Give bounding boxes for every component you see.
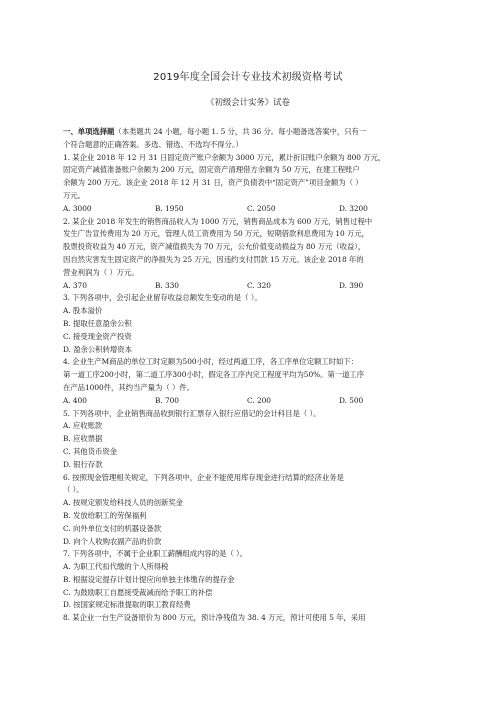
option-d: D. 500 — [339, 395, 364, 405]
option-b: B. 根据设定提存计划计提应向单独主体缴存的提存金 — [63, 574, 235, 584]
question-5 — [63, 408, 438, 472]
option-d: D. 向个人收购农副产品的价款 — [63, 536, 162, 546]
option-b: B. 应收票据 — [63, 434, 103, 444]
question-stem-line: 万元。 — [63, 190, 86, 200]
question-stem-line: （ ）。 — [63, 485, 84, 495]
option-d: D. 银行存款 — [63, 459, 103, 469]
option-a: A. 股本溢价 — [63, 306, 103, 316]
section-instructions-cont: 个符合题意的正确答案。多选、错选、不选均不得分。） — [63, 139, 243, 149]
option-c: C. 其他货币资金 — [63, 446, 117, 456]
exam-body — [63, 126, 438, 625]
option-b: B. 1950 — [155, 203, 184, 213]
question-4 — [63, 356, 438, 407]
question-8 — [63, 612, 438, 625]
question-stem-line: 8. 某企业一台生产设备原价为 800 万元，预计净残值为 38. 4 万元，预计可使用 5 年，采用 — [63, 613, 366, 623]
option-c: C. 接受现金资产投资 — [63, 331, 132, 341]
question-6 — [63, 472, 438, 549]
question-stem-line: 发生广告宣传费用为 20 万元，管理人员工资费用为 50 万元，短期借款利息费用为 10 万元， — [63, 229, 369, 239]
options-row — [63, 280, 438, 293]
option-c: C. 向外单位支付的机器设备款 — [63, 523, 162, 533]
question-stem-line: 4. 企业生产M商品的单位工时定额为500小时，经过两道工序，各工序单位定额工时如下： — [63, 357, 358, 367]
page-subtitle: 《初级会计实务》试卷 — [206, 97, 290, 107]
section-heading: 一、单项选择题 — [63, 127, 115, 136]
option-a: A. 400 — [63, 395, 87, 405]
option-a: A. 为职工代扣代缴的个人所得税 — [63, 562, 169, 572]
question-stem-line: 1. 某企业 2018 年 12 月 31 日固定资产账户余额为 3000 万元，累计折旧账户余额为 800 万元， — [63, 152, 386, 162]
option-a: A. 按规定颁发给科技人员的创新奖金 — [63, 498, 183, 508]
question-stem-line: 第一道工序200小时，第二道工序300小时，假定各工序内完工程度平均为50%。第一道工序 — [63, 370, 365, 380]
option-a: A. 370 — [63, 280, 87, 290]
question-stem-line: 6. 按照现金管理相关规定，下列各项中，企业不能使用库存现金进行结算的经济业务是 — [63, 472, 344, 482]
section-heading-line — [63, 126, 438, 139]
question-stem-line: 3. 下列各项中，会引起企业留存收益总额发生变动的是（ ）。 — [63, 293, 262, 303]
option-b: B. 330 — [155, 280, 179, 290]
question-stem-line: 固定资产减值准备账户余额为 200 万元，固定资产清理借方余额为 50 万元，在建工程账户 — [63, 165, 360, 175]
option-a: A. 3000 — [63, 203, 92, 213]
question-stem-line: 5. 下列各项中，企业销售商品收到银行汇票存入银行应借记的会计科目是（ ）。 — [63, 408, 321, 418]
question-2 — [63, 216, 438, 293]
page-title: 2019年度全国会计专业技术初级资格考试 — [153, 72, 343, 83]
option-b: B. 700 — [155, 395, 179, 405]
option-d: D. 按国家规定标准提取的职工教育经费 — [63, 600, 191, 610]
option-c: C. 2050 — [247, 203, 276, 213]
question-1 — [63, 152, 438, 216]
option-d: D. 390 — [339, 280, 364, 290]
question-stem-line: 因自然灾害发生固定资产的净损失为 25 万元，因违约支付罚款 15 万元。该企业 2018 年的 — [63, 254, 364, 264]
options-row — [63, 395, 438, 408]
question-7 — [63, 548, 438, 612]
option-b: B. 发放给职工的劳保福利 — [63, 510, 147, 520]
option-c: C. 320 — [247, 280, 271, 290]
question-stem-line: 2. 某企业 2018 年发生的销售商品收入为 1000 万元，销售商品成本为 600 万元，销售过程中 — [63, 216, 373, 226]
option-d: D. 盈余公积转增资本 — [63, 344, 132, 354]
question-stem-line: 营业利润为（ ）万元。 — [63, 267, 139, 277]
question-stem-line: 在产品1000件，其约当产量为（ ）件。 — [63, 382, 195, 392]
options-row — [63, 203, 438, 216]
question-stem-line: 股票投资收益为 40 万元，资产减值损失为 70 万元，公允价值变动损益为 80 万元（收益）， — [63, 242, 366, 252]
section-instructions: （本类题共 24 小题，每小题 1. 5 分，共 36 分。每小题备选答案中，只有一 — [114, 127, 367, 136]
question-stem-line: 7. 下列各项中，不属于企业职工薪酬组成内容的是（ ）。 — [63, 549, 248, 559]
question-stem-line: 余额为 200 万元。该企业 2018 年 12 月 31 日，资产负债表中“固定资产”项目金额为（ ） — [63, 178, 363, 188]
option-b: B. 提取任意盈余公积 — [63, 318, 132, 328]
option-c: C. 200 — [247, 395, 271, 405]
option-c: C. 为鼓励职工自愿接受裁减而给予职工的补偿 — [63, 587, 213, 597]
option-d: D. 3200 — [339, 203, 368, 213]
option-a: A. 应收账款 — [63, 421, 103, 431]
question-3 — [63, 292, 438, 356]
